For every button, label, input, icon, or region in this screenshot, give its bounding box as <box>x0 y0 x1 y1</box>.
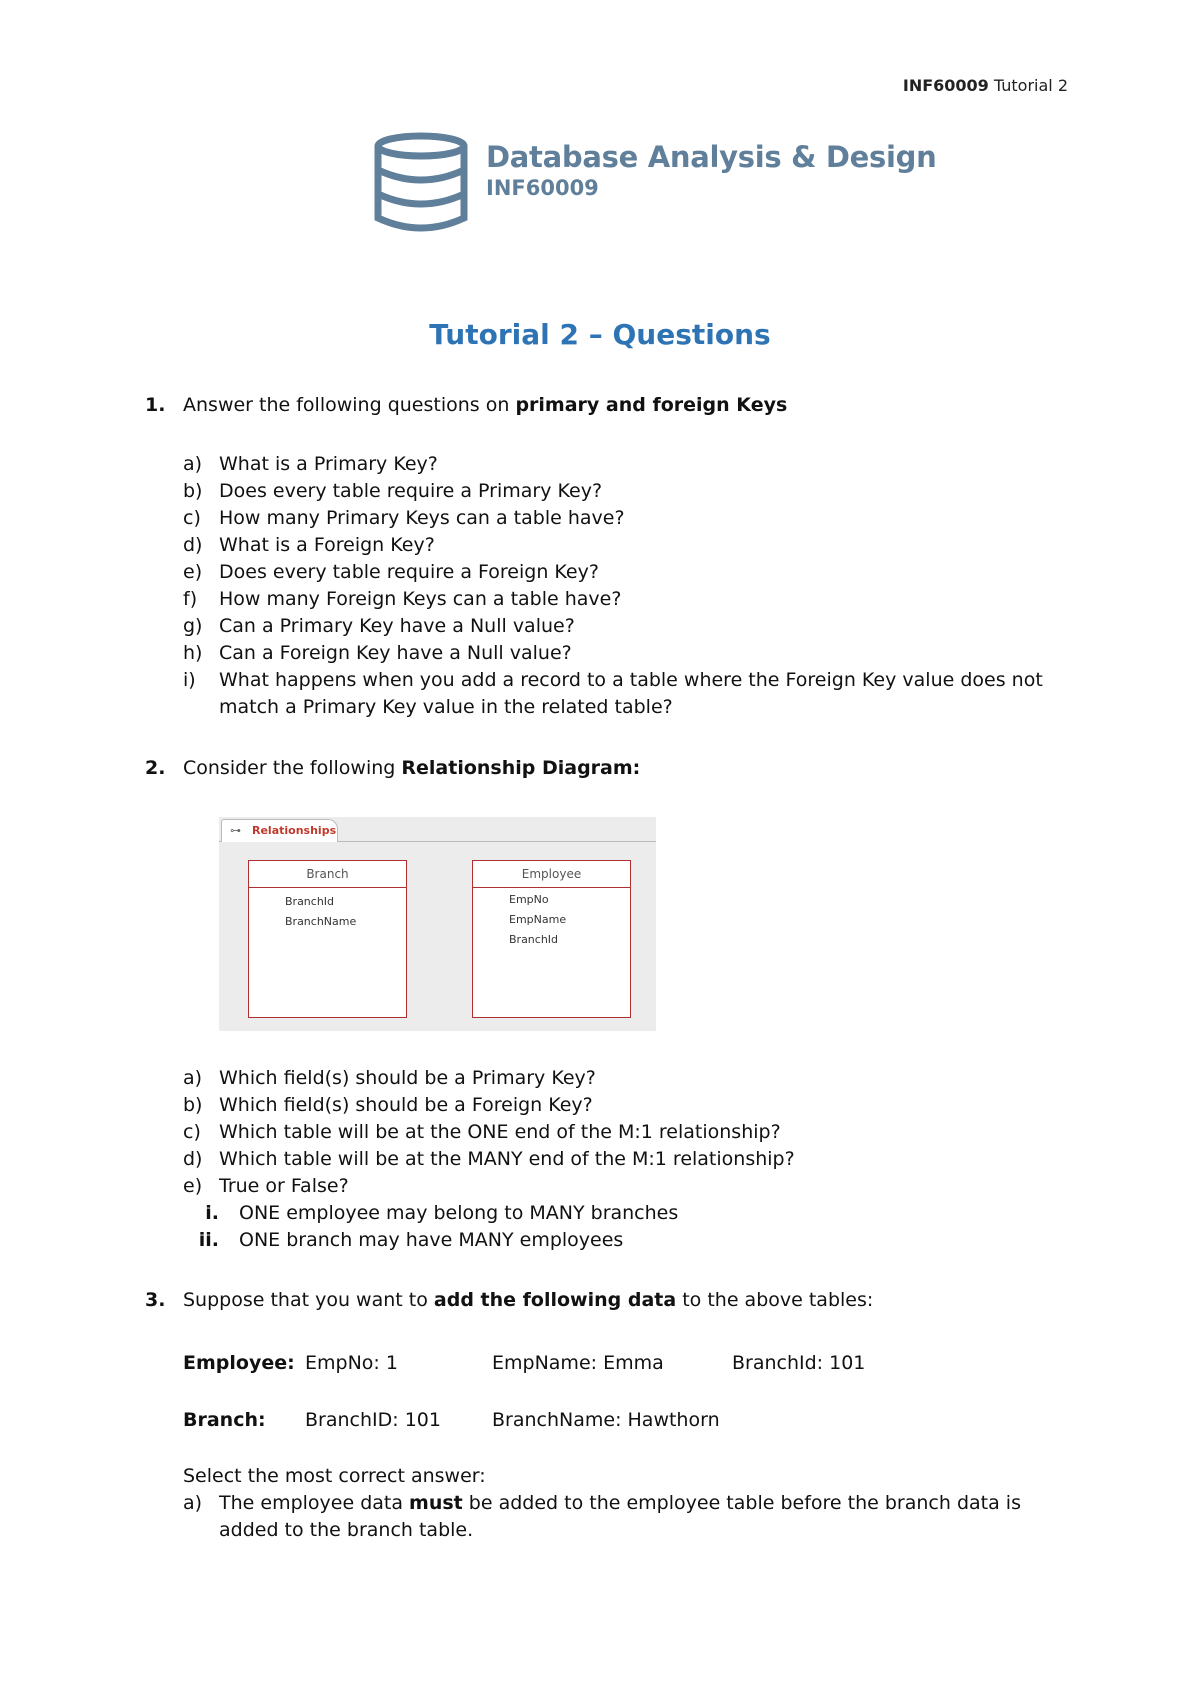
list-item: e) True or False? <box>183 1175 349 1197</box>
employee-field: BranchId <box>509 933 559 946</box>
relationships-icon: ⊶ <box>230 824 241 837</box>
q3-option-a <box>183 1490 1021 1544</box>
header-course-code: INF60009 <box>902 76 989 95</box>
logo-code: INF60009 <box>486 176 599 200</box>
header-label: Tutorial 2 <box>993 76 1068 95</box>
list-item-continuation: match a Primary Key value in the related table? <box>219 696 673 718</box>
branch-field: BranchId <box>285 895 335 908</box>
q1-number: 1. <box>145 394 166 416</box>
branch-field: BranchName <box>285 915 357 928</box>
list-item: f) How many Foreign Keys can a table have? <box>183 588 622 610</box>
q1-prompt-text: Answer the following questions on <box>183 394 516 416</box>
list-item: c) How many Primary Keys can a table have? <box>183 507 625 529</box>
page-header <box>903 76 1068 95</box>
logo-title: Database Analysis & Design <box>486 140 937 174</box>
tab-label: Relationships <box>252 824 337 837</box>
sub-list-item: ii. ONE branch may have MANY employees <box>198 1229 624 1251</box>
list-item: b) Which field(s) should be a Foreign Key? <box>183 1094 593 1116</box>
tab-relationships[interactable] <box>221 819 338 842</box>
employee-empno: EmpNo: 1 <box>305 1352 398 1374</box>
q1-prompt-bold: primary and foreign Keys <box>515 394 788 416</box>
q2-prompt <box>183 755 640 782</box>
q3-prompt: Suppose that you want to add the following data to the above tables: <box>183 1289 874 1311</box>
database-icon <box>372 132 470 232</box>
q1-list <box>183 451 1043 721</box>
employee-row-label: Employee: <box>183 1352 295 1374</box>
employee-field: EmpNo <box>509 893 549 906</box>
sub-list-item: i. ONE employee may belong to MANY branches <box>205 1202 679 1224</box>
employee-branchid: BranchId: 101 <box>732 1352 866 1374</box>
list-item: h) Can a Foreign Key have a Null value? <box>183 642 572 664</box>
list-item: a) What is a Primary Key? <box>183 453 438 475</box>
list-item: g) Can a Primary Key have a Null value? <box>183 615 575 637</box>
list-item: c) Which table will be at the ONE end of the M:1 relationship? <box>183 1121 781 1143</box>
branch-table-title: Branch <box>249 861 406 888</box>
q1-prompt <box>183 392 787 419</box>
branch-table[interactable] <box>248 860 407 1018</box>
q3-instruction: Select the most correct answer: <box>183 1465 486 1487</box>
list-item: a) The employee data must be added to the employee table before the branch data is <box>183 1492 1021 1514</box>
employee-field: EmpName <box>509 913 567 926</box>
list-item: d) What is a Foreign Key? <box>183 534 435 556</box>
q3-prompt-bold: add the following data <box>433 1289 677 1311</box>
list-item: e) Does every table require a Foreign Key? <box>183 561 599 583</box>
list-item: b) Does every table require a Primary Key? <box>183 480 603 502</box>
branch-branchname: BranchName: Hawthorn <box>492 1409 720 1431</box>
document-title: Tutorial 2 – Questions <box>429 318 771 351</box>
q2-prompt-bold: Relationship Diagram: <box>401 757 641 779</box>
list-item: a) Which field(s) should be a Primary Key? <box>183 1067 596 1089</box>
q2-list <box>183 1065 795 1254</box>
employee-table[interactable] <box>472 860 631 1018</box>
q3-number: 3. <box>145 1289 166 1311</box>
list-item: d) Which table will be at the MANY end of the M:1 relationship? <box>183 1148 795 1170</box>
employee-empname: EmpName: Emma <box>492 1352 664 1374</box>
list-item-continuation: added to the branch table. <box>219 1519 474 1541</box>
employee-table-title: Employee <box>473 861 630 888</box>
branch-row-label: Branch: <box>183 1409 266 1431</box>
q2-prompt-text: Consider the following <box>183 757 402 779</box>
relationship-diagram <box>219 817 656 1031</box>
q2-number: 2. <box>145 757 166 779</box>
branch-branchid: BranchID: 101 <box>305 1409 441 1431</box>
list-item: i) What happens when you add a record to a table where the Foreign Key value does not <box>183 669 1043 691</box>
